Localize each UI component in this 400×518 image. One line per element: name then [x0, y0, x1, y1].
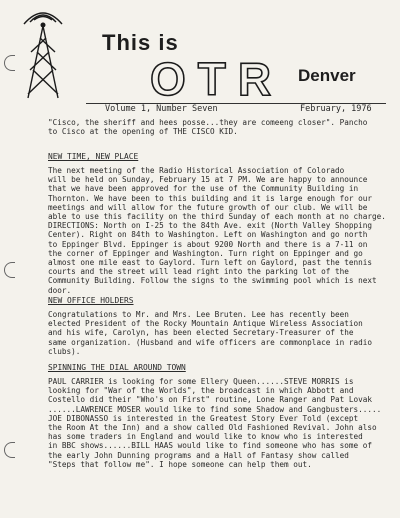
section-heading-new-time: NEW TIME, NEW PLACE	[48, 152, 139, 161]
masthead-letter-o: O	[150, 53, 196, 105]
masthead-letter-r: R	[237, 53, 282, 105]
masthead-letter-t: T	[197, 53, 236, 105]
masthead-this-is: This is	[102, 30, 179, 55]
section-body-new-time: The next meeting of the Radio Historical Association of Colorado will be held on Sunday, February 15 at 7 PM. We are happy to announce that we have been approved for the use of the Community Building in Thornton. We have been to this building and it is large enough for our meetings and will allow for the future growth of our club. We will be able to use this facility on the third Sunday of each month at no charge. DIRECTIONS: North on I-25 to the 84th Ave. exit (North Valley Shopping Center). Right on 84th to Washington. Left on Washington and go north to Eppinger Blvd. Eppinger is about 9200 North and there is a 7-11 on the corner of Eppinger and Washington. Turn right on Eppinger and go almost one mile east to Gaylord. Turn left on Gaylord, past the tennis courts and the street will lead right into the parking lot of the Community Building. Follow the signs to the swimming pool which is next door.	[48, 166, 386, 295]
issue-number: Volume 1, Number Seven	[105, 104, 218, 114]
intro-quote: "Cisco, the sheriff and hees posse...they are comeeng closer". Pancho to Cisco at the opening of THE CISCO KID.	[48, 118, 368, 137]
issue-date: February, 1976	[300, 104, 372, 114]
section-body-spinning-dial: PAUL CARRIER is looking for some Ellery Queen......STEVE MORRIS is looking for "War of the Worlds", the broadcast in which Abbott and Costello did their "Who's on First" routine, Lone Ranger and Pat Lovak ......LAWRENCE MOSER would like to find some Shadow and Gangbusters..... JOE DIBONASSO is interested in the Greatest Story Ever Told (except the Room At the Inn) and a show called Old Fashioned Revival. John also has some traders in England and would like to know who is interested in BBC shows......BILL HAAS would like to find someone who has some of the early John Dunning programs and a Hall of Fantasy show called "Steps that follow me". I hope someone can help them out.	[48, 377, 382, 469]
masthead-city: Denver	[298, 66, 356, 85]
radio-tower-logo	[18, 8, 68, 100]
punch-hole-mark	[4, 55, 15, 71]
section-heading-spinning-dial: SPINNING THE DIAL AROUND TOWN	[48, 363, 186, 372]
punch-hole-mark	[4, 262, 15, 278]
section-body-office-holders: Congratulations to Mr. and Mrs. Lee Bruten. Lee has recently been elected President of the Rocky Mountain Antique Wireless Association and his wife, Carolyn, has been elected Secretary-Treasurer of the same organization. (Husband and wife officers are commonplace in radio clubs).	[48, 310, 372, 356]
masthead-otr	[150, 53, 282, 105]
punch-hole-mark	[4, 442, 15, 458]
section-heading-office-holders: NEW OFFICE HOLDERS	[48, 296, 134, 305]
